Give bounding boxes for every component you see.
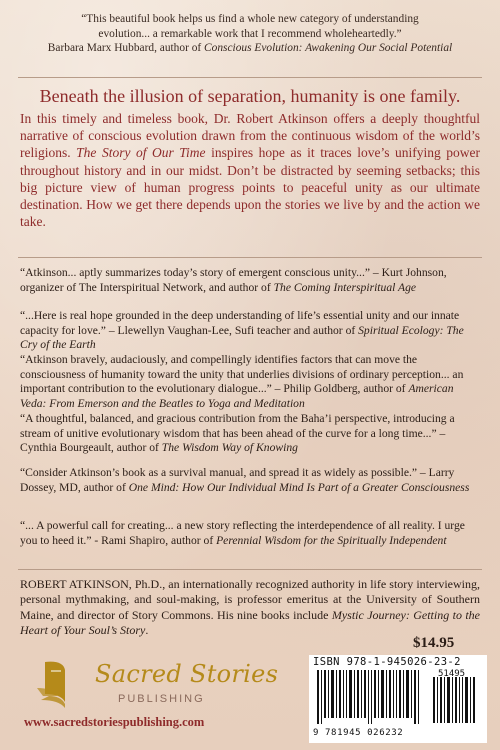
top-quote-attribution [20, 41, 480, 56]
endorsement-work: The Wisdom Way of Knowing [161, 441, 298, 455]
barcode-digits: 9 781945 026232 [313, 728, 404, 738]
endorsement-work: American Veda: From Emerson and the Beatles to Yoga and Meditation [20, 382, 454, 410]
top-quote-line1: “This beautiful book helps us find a whole new category of understanding [81, 13, 419, 25]
publisher-name: Sacred Stories [95, 660, 279, 688]
divider-bottom [18, 569, 482, 570]
open-book-icon [35, 654, 95, 712]
endorsement-3 [20, 353, 480, 411]
endorsement-text: “...Here is real hope grounded in the deep understanding of life’s essential unity and our innate capacity for love.” – Llewellyn Vaughan-Lee, Sufi teacher and author of [20, 309, 460, 337]
endorsement-text: “A thoughtful, balanced, and gracious contribution from the Baha’i perspective, introducing a stream of unitive evolutionary wisdom that has been ahead of the curve for a long time...” – Cynthia Bourgeault, author of [20, 412, 455, 455]
divider-middle [18, 257, 482, 258]
price: $14.95 [413, 635, 455, 651]
intro-part1: In this timely and timeless book, Dr. Robert Atkinson offers a deeply thoughtful narrative of conscious evolution drawn from the continuous wisdom of the world’s religions. [20, 111, 480, 161]
intro-book-title: The Story of Our Time [76, 145, 206, 161]
intro-paragraph [20, 110, 480, 230]
attribution-author: Barbara Marx Hubbard, author of [47, 42, 205, 55]
publisher-sub: PUBLISHING [118, 693, 205, 705]
endorsement-1 [20, 266, 480, 295]
top-quote-line2: evolution... a remarkable work that I recommend wholeheartedly.” [98, 27, 402, 40]
bio-part2: . [145, 623, 149, 638]
divider-top [18, 77, 482, 78]
bio-book-title: Mystic Journey: Getting to the Heart of Your Soul’s Story [20, 607, 480, 638]
endorsement-text: “... A powerful call for creating... a new story reflecting the interdependence of all reality. I urge you to heed it.” - Rami Shapiro, author of [20, 519, 465, 547]
intro-part2: inspires hope as it traces love’s unifying power throughout history and in our midst. Don’t be distracted by seeming setbacks; this big picture view of human progress points to peaceful unity as our ultimate destination. How we get there depends upon the stories we live by and the action we take. [20, 145, 480, 230]
attribution-work: Conscious Evolution: Awakening Our Social Potential [204, 42, 453, 55]
tagline: Beneath the illusion of separation, humanity is one family. [39, 86, 461, 106]
author-bio [20, 577, 480, 639]
endorsement-work: One Mind: How Our Individual Mind Is Part of a Greater Consciousness [128, 480, 470, 494]
endorsement-text: “Consider Atkinson’s book as a survival manual, and spread it as widely as possible.” – Larry Dossey, MD, author of [20, 466, 455, 494]
endorsement-work: Perennial Wisdom for the Spiritually Independent [216, 533, 447, 547]
bio-part1: ROBERT ATKINSON, Ph.D., an internationally recognized authority in life story interviewing, personal mythmaking, and soul-making, is professor emeritus at the University of Southern Maine, and director of Story Commons. His nine books include [20, 577, 480, 622]
endorsement-text: “Atkinson bravely, audaciously, and compellingly identifies factors that can move the consciousness of humanity toward the unity that underlies divisions of ordinary perception... an important contribution to the evolutionary dialogue...” – Philip Goldberg, author of [20, 353, 464, 396]
endorsement-2 [20, 309, 480, 353]
top-endorsement [20, 12, 480, 56]
endorsement-5 [20, 466, 480, 495]
isbn-label: ISBN 978-1-945026-23-2 [313, 656, 461, 668]
publisher-website[interactable]: www.sacredstoriespublishing.com [24, 715, 205, 729]
endorsement-text: “Atkinson... aptly summarizes today’s story of emergent conscious unity...” – Kurt Johnson, organizer of The Interspiritual Network, and author of [20, 266, 447, 294]
endorsement-work: Spiritual Ecology: The Cry of the Earth [20, 323, 464, 352]
isbn-addon: 51495 [438, 669, 466, 679]
endorsement-6 [20, 519, 480, 548]
endorsement-4 [20, 412, 480, 456]
endorsement-work: The Coming Interspiritual Age [273, 280, 417, 294]
